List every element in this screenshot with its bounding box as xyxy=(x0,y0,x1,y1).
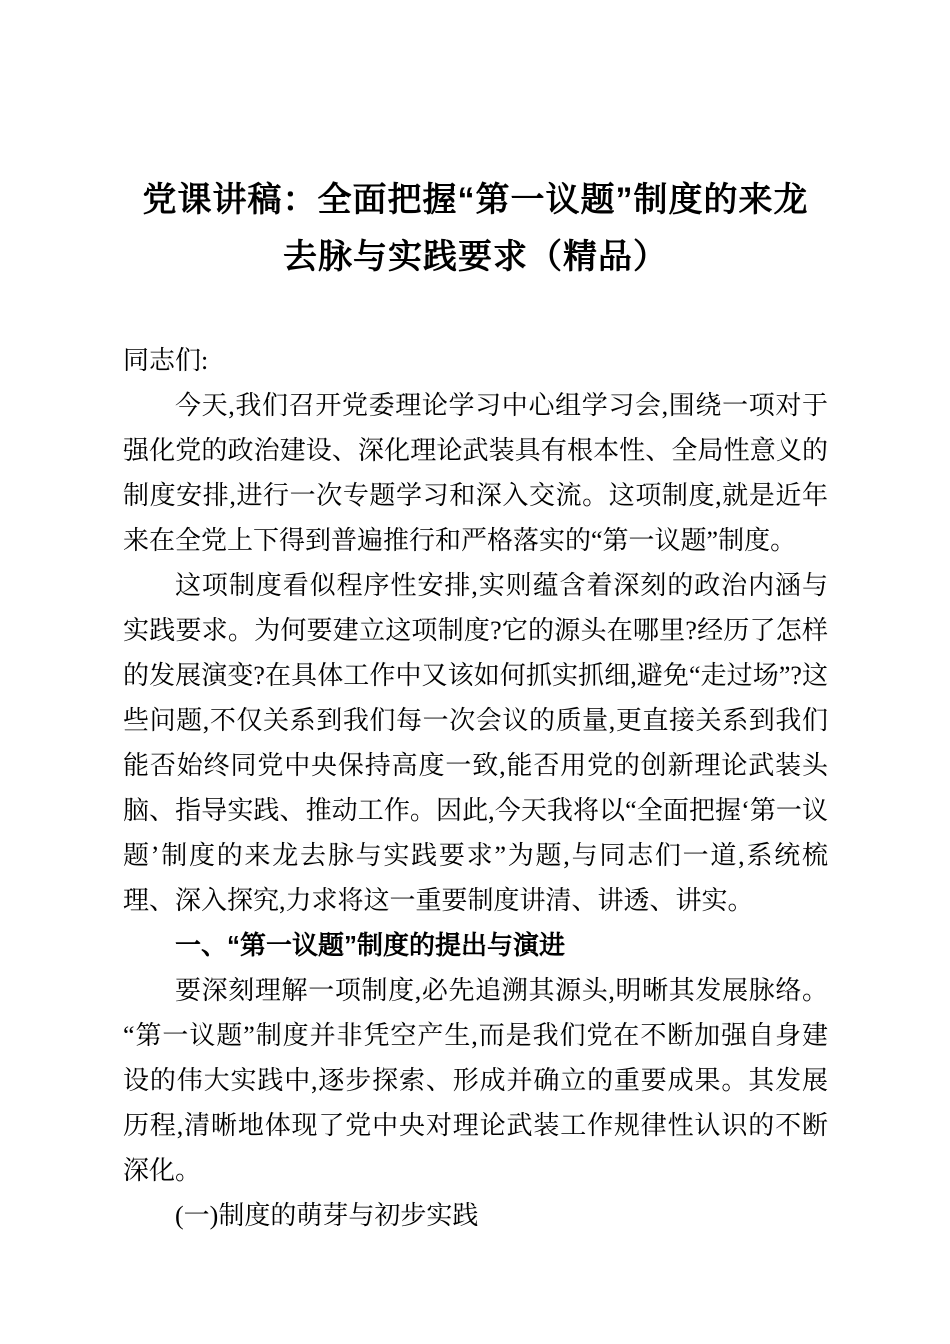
page-title xyxy=(123,172,828,286)
subsection-heading-1-1: (一)制度的萌芽与初步实践 xyxy=(175,1201,479,1230)
page-title-line-1: 党课讲稿：全面把握“第一议题”制度的来龙 xyxy=(142,181,809,219)
section-heading-1: 一、“第一议题”制度的提出与演进 xyxy=(175,930,566,960)
page-title-line-2: 去脉与实践要求（精品） xyxy=(283,238,668,276)
paragraph-purpose: 这项制度看似程序性安排,实则蕴含着深刻的政治内涵与实践要求。为何要建立这项制度?它的源头在哪里?经历了怎样的发展演变?在具体工作中又该如何抓实抓细,避免“走过场”?这些问题,不仅关系到我们每一次会议的质量,更直接关系到我们能否始终同党中央保持高度一致,能否用党的创新理论武装头脑、指导实践、推动工作。因此,今天我将以“全面把握‘第一议题’制度的来龙去脉与实践要求”为题,与同志们一道,系统梳理、深入探究,力求将这一重要制度讲清、讲透、讲实。 xyxy=(123,571,828,915)
document-body xyxy=(123,338,828,1238)
paragraph-intro: 今天,我们召开党委理论学习中心组学习会,围绕一项对于强化党的政治建设、深化理论武装具有根本性、全局性意义的制度安排,进行一次专题学习和深入交流。这项制度,就是近年来在全党上下得到普遍推行和严格落实的“第一议题”制度。 xyxy=(123,391,828,555)
salutation: 同志们: xyxy=(123,346,209,375)
paragraph-section-1: 要深刻理解一项制度,必先追溯其源头,明晰其发展脉络。“第一议题”制度并非凭空产生,而是我们党在不断加强自身建设的伟大实践中,逐步探索、形成并确立的重要成果。其发展历程,清晰地体现了党中央对理论武装工作规律性认识的不断深化。 xyxy=(123,976,828,1185)
